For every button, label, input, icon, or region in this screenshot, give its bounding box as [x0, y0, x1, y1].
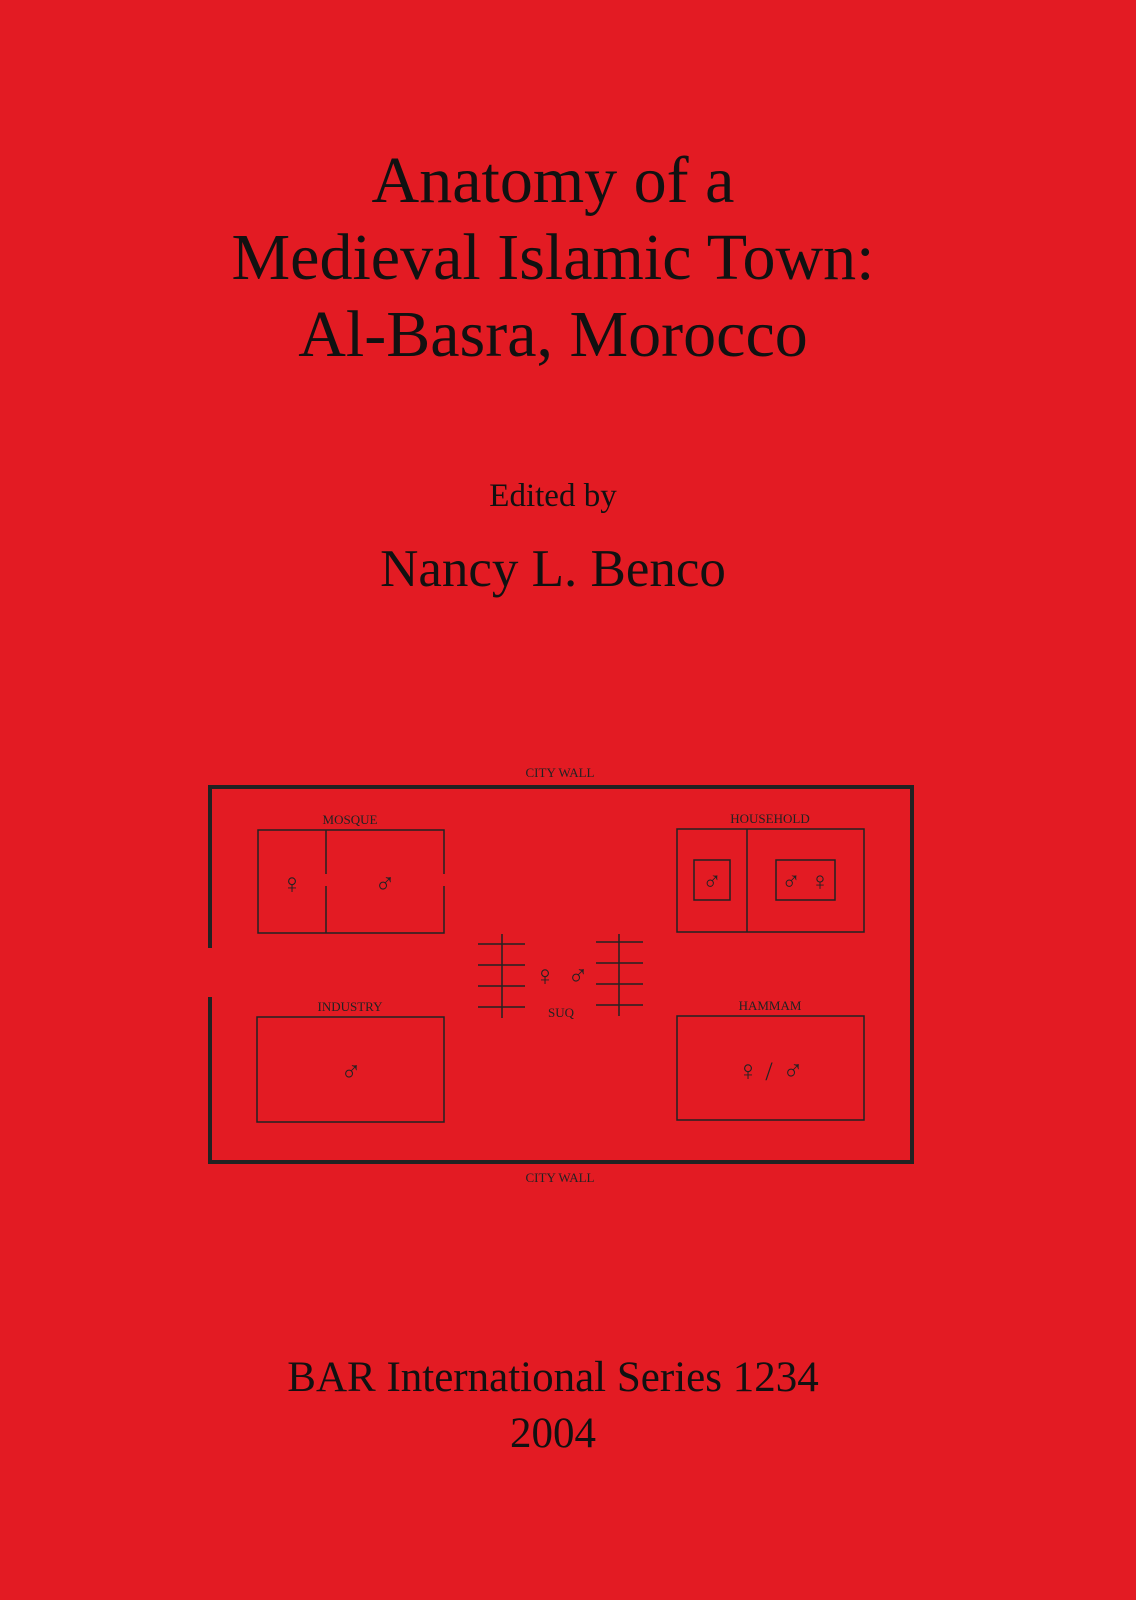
mosque-label: MOSQUE [322, 812, 378, 827]
title-line-2: Medieval Islamic Town: [231, 221, 875, 294]
male-symbol: ♂ [340, 1057, 362, 1088]
female-symbol: ♀ [281, 869, 303, 900]
editor-name: Nancy L. Benco [380, 540, 726, 598]
title-line-3: Al-Basra, Morocco [298, 298, 808, 371]
hammam-separator: / [765, 1057, 773, 1086]
female-symbol: ♀ [737, 1056, 759, 1087]
suq-label: SUQ [547, 1005, 575, 1020]
male-symbol: ♂ [781, 867, 801, 896]
male-symbol: ♂ [374, 869, 396, 900]
hammam-label: HAMMAM [738, 998, 802, 1013]
female-symbol: ♀ [534, 961, 556, 992]
male-symbol: ♂ [567, 961, 589, 992]
city-wall [210, 787, 912, 1162]
edited-by-label: Edited by [489, 478, 617, 514]
suq-stalls-right [596, 934, 643, 1016]
industry-label: INDUSTRY [317, 999, 383, 1014]
male-symbol: ♂ [702, 867, 722, 896]
suq-stalls-left [478, 934, 525, 1018]
publication-year: 2004 [510, 1410, 596, 1457]
title-line-1: Anatomy of a [371, 144, 735, 217]
male-symbol: ♂ [782, 1056, 804, 1087]
household-label: HOUSEHOLD [730, 811, 810, 826]
city-wall-bottom-label: CITY WALL [525, 1170, 595, 1185]
female-symbol: ♀ [810, 867, 830, 896]
series-label: BAR International Series 1234 [287, 1354, 819, 1401]
city-wall-top-label: CITY WALL [525, 765, 595, 780]
